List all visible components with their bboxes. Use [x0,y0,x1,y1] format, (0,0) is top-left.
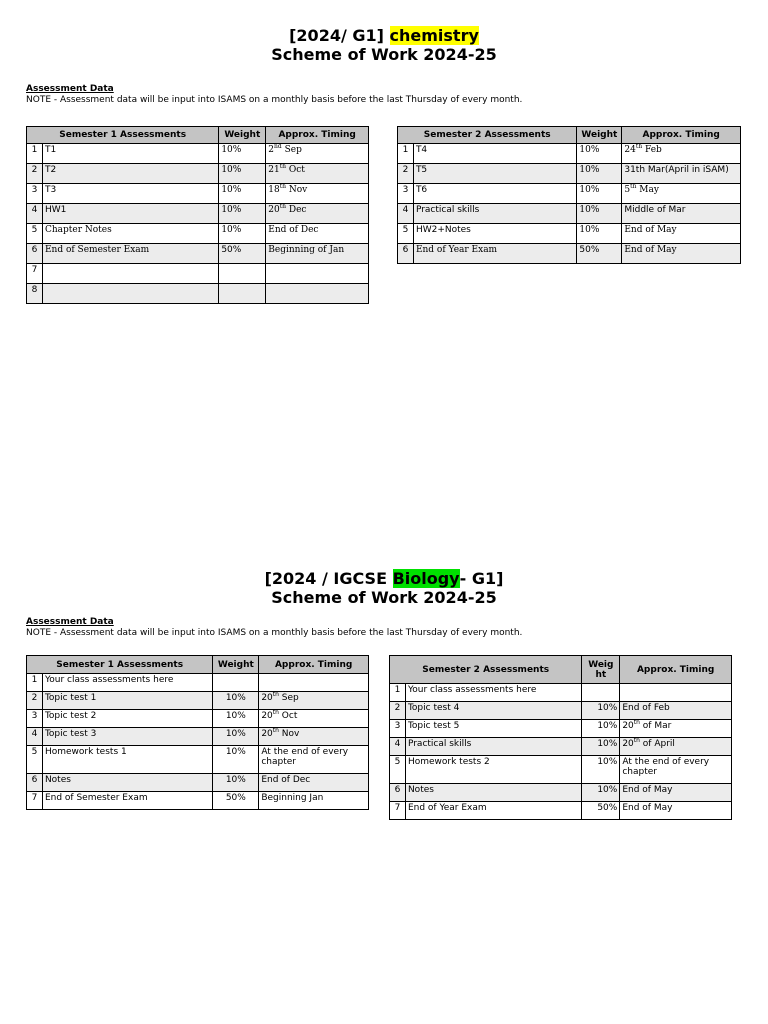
timing-text: 5 [624,185,631,195]
table-row [27,164,369,184]
timing-cell [620,684,732,702]
doc1-header [0,26,768,64]
timing-text: End of Dec [268,225,319,235]
timing-month: of April [639,739,675,749]
table-row [27,264,369,284]
row-number: 3 [398,184,414,204]
assessment-name-cell: Your class assessments here [42,674,212,692]
timing-text: 20 [268,205,280,215]
assessment-name-cell: HW2+Notes [413,224,576,244]
row-number: 6 [27,244,43,264]
assessment-name-cell: End of Semester Exam [42,792,212,810]
row-number: 3 [390,720,406,738]
row-number: 1 [27,144,43,164]
timing-text: End of May [624,245,677,255]
table-row [27,792,369,810]
assessment-name-cell: T3 [42,184,218,204]
doc2-sem1-table [26,655,369,810]
timing-cell [622,204,741,224]
doc1-title-subject: chemistry [389,26,479,45]
timing-cell [622,144,741,164]
timing-text: 20 [622,721,634,731]
timing-cell [259,792,369,810]
weight-cell: 10% [577,224,622,244]
column-header: Weight [219,127,266,144]
table-row [27,204,369,224]
assessment-name-cell [42,284,218,304]
weight-cell: 10% [582,720,620,738]
doc2-title-suffix: - G1] [459,569,504,588]
doc2-note: NOTE - Assessment data will be input into ISAMS on a monthly basis before the last Thursday of every month. [26,628,523,638]
table-row [398,164,741,184]
weight-cell: 10% [213,728,259,746]
assessment-name-cell: Homework tests 2 [405,756,581,784]
timing-month: Oct [286,165,305,175]
table-row [398,244,741,264]
column-header: Approx. Timing [266,127,369,144]
doc2-header [0,569,768,607]
timing-cell [266,244,369,264]
table-row [27,284,369,304]
timing-text: 20 [261,693,273,703]
doc2-sem2-table [389,655,732,820]
row-number: 7 [27,264,43,284]
timing-cell [266,164,369,184]
doc2-title-prefix: [2024 / IGCSE [264,569,393,588]
table-row [398,224,741,244]
timing-cell [259,774,369,792]
timing-ordinal: th [272,691,279,698]
timing-cell [266,204,369,224]
table-row [27,710,369,728]
timing-cell [266,264,369,284]
timing-text: 2 [268,145,274,155]
timing-cell [620,702,732,720]
timing-ordinal: th [635,143,643,150]
timing-cell [622,224,741,244]
row-number: 6 [398,244,414,264]
timing-ordinal: th [630,183,637,190]
column-header: Semester 1 Assessments [27,656,213,674]
column-header: Semester 2 Assessments [398,127,577,144]
row-number: 5 [27,746,43,774]
table-row [27,746,369,774]
column-header: Weig ht [582,656,620,684]
assessment-name-cell: Practical skills [405,738,581,756]
row-number: 4 [390,738,406,756]
timing-cell [622,184,741,204]
timing-text: 31th Mar(April in iSAM) [624,165,729,175]
column-header: Weight [577,127,622,144]
timing-cell [622,244,741,264]
weight-cell [219,264,266,284]
row-number: 7 [390,802,406,820]
table-row [390,702,732,720]
assessment-name-cell: Topic test 4 [405,702,581,720]
assessment-name-cell: Notes [42,774,212,792]
row-number: 1 [398,144,414,164]
weight-cell [219,284,266,304]
timing-ordinal: th [633,719,640,726]
timing-month: Sep [278,693,299,703]
timing-cell [266,144,369,164]
row-number: 2 [27,692,43,710]
weight-cell: 10% [213,746,259,774]
weight-cell: 10% [582,756,620,784]
timing-text: End of May [622,803,673,813]
timing-ordinal: th [272,709,279,716]
row-number: 4 [27,728,43,746]
doc1-title [0,26,768,45]
table-row [390,756,732,784]
table-row [27,674,369,692]
timing-text: End of Feb [622,703,670,713]
weight-cell: 10% [213,692,259,710]
timing-month: May [636,185,659,195]
timing-text: End of Dec [261,775,311,785]
column-header: Approx. Timing [622,127,741,144]
weight-cell: 10% [219,184,266,204]
weight-cell [582,684,620,702]
weight-cell: 50% [582,802,620,820]
weight-cell: 10% [213,710,259,728]
timing-cell [622,164,741,184]
timing-text: 20 [622,739,634,749]
weight-cell: 50% [213,792,259,810]
assessment-name-cell: Homework tests 1 [42,746,212,774]
weight-cell: 10% [213,774,259,792]
row-number: 2 [390,702,406,720]
doc2-title-subject: Biology [392,569,460,588]
timing-text: End of May [624,225,677,235]
assessment-name-cell: Topic test 1 [42,692,212,710]
column-header: Approx. Timing [259,656,369,674]
row-number: 3 [27,710,43,728]
doc2-subtitle: Scheme of Work 2024-25 [271,588,497,607]
table-row [27,224,369,244]
column-header: Semester 2 Assessments [390,656,582,684]
timing-text: 21 [268,165,280,175]
weight-cell: 10% [219,144,266,164]
timing-cell [259,728,369,746]
row-number: 2 [27,164,43,184]
doc2-title [0,569,768,588]
weight-cell: 10% [219,224,266,244]
timing-cell [259,674,369,692]
assessment-name-cell: Notes [405,784,581,802]
weight-cell: 50% [219,244,266,264]
table-row [398,204,741,224]
assessment-name-cell [42,264,218,284]
timing-cell [266,284,369,304]
assessment-name-cell: T4 [413,144,576,164]
timing-text: 24 [624,145,636,155]
weight-cell: 10% [219,204,266,224]
doc1-note: NOTE - Assessment data will be input into ISAMS on a monthly basis before the last Thursday of every month. [26,95,523,105]
timing-text: At the end of every chapter [261,747,349,767]
timing-cell [620,756,732,784]
weight-cell: 10% [577,184,622,204]
row-number: 7 [27,792,43,810]
assessment-name-cell: Topic test 2 [42,710,212,728]
row-number: 6 [390,784,406,802]
timing-month: of Mar [639,721,672,731]
row-number: 4 [27,204,43,224]
table-row [390,684,732,702]
timing-cell [259,710,369,728]
timing-cell [266,184,369,204]
timing-text: Beginning Jan [261,793,324,803]
assessment-name-cell: Topic test 5 [405,720,581,738]
doc1-title-prefix: [2024/ G1] [289,26,390,45]
column-header: Approx. Timing [620,656,732,684]
row-number: 1 [27,674,43,692]
timing-ordinal: th [279,183,286,190]
weight-cell: 10% [582,784,620,802]
table-row [398,144,741,164]
table-row [27,244,369,264]
assessment-name-cell: Chapter Notes [42,224,218,244]
table-row [27,692,369,710]
doc1-assessment-label: Assessment Data [26,84,114,94]
assessment-name-cell: HW1 [42,204,218,224]
column-header: Semester 1 Assessments [27,127,219,144]
row-number: 8 [27,284,43,304]
timing-text: 18 [268,185,280,195]
timing-ordinal: th [279,203,286,210]
timing-text: At the end of every chapter [622,757,710,777]
weight-cell: 10% [577,144,622,164]
doc2-assessment-label: Assessment Data [26,617,114,627]
table-row [27,144,369,164]
timing-month: Feb [642,145,662,155]
timing-month: Nov [278,729,300,739]
assessment-name-cell: End of Semester Exam [42,244,218,264]
timing-month: Sep [281,145,302,155]
table-row [390,720,732,738]
weight-cell [213,674,259,692]
timing-cell [620,720,732,738]
row-number: 3 [27,184,43,204]
table-row [390,738,732,756]
row-number: 5 [390,756,406,784]
assessment-name-cell: End of Year Exam [413,244,576,264]
assessment-name-cell: T6 [413,184,576,204]
assessment-name-cell: T5 [413,164,576,184]
timing-text: 20 [261,729,273,739]
assessment-name-cell: End of Year Exam [405,802,581,820]
timing-cell [620,738,732,756]
table-row [27,728,369,746]
row-number: 5 [398,224,414,244]
timing-ordinal: nd [274,143,282,150]
row-number: 1 [390,684,406,702]
weight-cell: 10% [577,204,622,224]
timing-month: Nov [286,185,308,195]
row-number: 5 [27,224,43,244]
row-number: 6 [27,774,43,792]
weight-cell: 10% [582,738,620,756]
doc1-sem2-table [397,126,741,264]
timing-cell [266,224,369,244]
timing-month: Oct [278,711,298,721]
table-row [27,774,369,792]
assessment-name-cell: Your class assessments here [405,684,581,702]
row-number: 4 [398,204,414,224]
table-row [27,184,369,204]
assessment-name-cell: T1 [42,144,218,164]
timing-cell [620,784,732,802]
table-row [390,802,732,820]
assessment-name-cell: T2 [42,164,218,184]
column-header: Weight [213,656,259,674]
weight-cell: 10% [582,702,620,720]
timing-month: Dec [286,205,307,215]
weight-cell: 10% [219,164,266,184]
timing-cell [259,692,369,710]
assessment-name-cell: Topic test 3 [42,728,212,746]
row-number: 2 [398,164,414,184]
timing-text: Middle of Mar [624,205,686,215]
timing-cell [259,746,369,774]
timing-ordinal: th [279,163,286,170]
timing-text: End of May [622,785,673,795]
timing-cell [620,802,732,820]
timing-ordinal: th [633,737,640,744]
weight-cell: 50% [577,244,622,264]
weight-cell: 10% [577,164,622,184]
assessment-name-cell: Practical skills [413,204,576,224]
timing-text: Beginning of Jan [268,245,345,255]
timing-ordinal: th [272,727,279,734]
doc1-subtitle: Scheme of Work 2024-25 [271,45,497,64]
timing-text: 20 [261,711,273,721]
table-row [398,184,741,204]
doc1-sem1-table [26,126,369,304]
table-row [390,784,732,802]
